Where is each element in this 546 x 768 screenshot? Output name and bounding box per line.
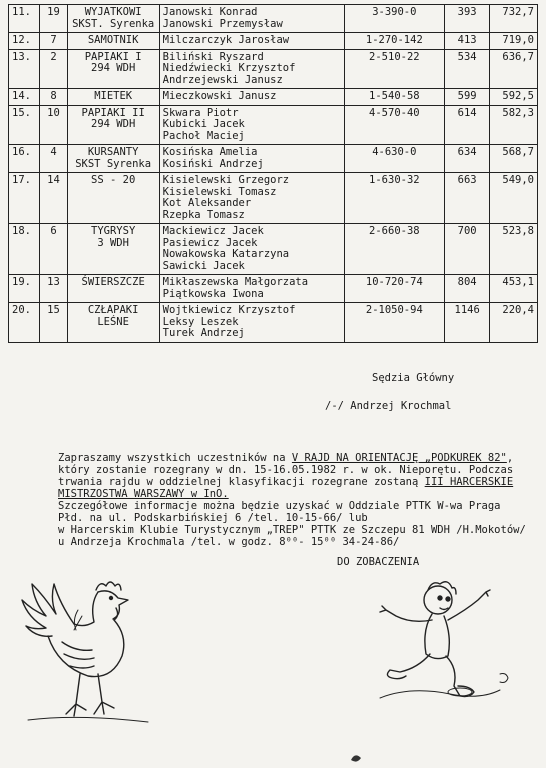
table-row bbox=[9, 5, 538, 33]
member-name: Milczarczyk Jarosław bbox=[162, 34, 290, 46]
start-number-cell: 10 bbox=[40, 105, 67, 145]
team-name-line: TYGRYSY bbox=[91, 225, 136, 237]
member-name: Rzepka Tomasz bbox=[162, 208, 245, 221]
members-cell bbox=[159, 224, 344, 275]
members-cell bbox=[159, 105, 344, 145]
team-cell bbox=[67, 105, 159, 145]
place-cell: 16. bbox=[9, 145, 40, 173]
score-cell: 453,1 bbox=[490, 275, 538, 303]
farewell-text: DO ZOBACZENIA bbox=[337, 556, 420, 568]
start-number-cell: 7 bbox=[40, 33, 67, 50]
team-cell bbox=[67, 275, 159, 303]
member-name: Niedźwiecki Krzysztof bbox=[162, 62, 296, 74]
member-name: Kubicki Jacek bbox=[162, 118, 245, 130]
member-name: Kisielewski Grzegorz bbox=[162, 174, 290, 186]
points-cell: 663 bbox=[444, 173, 490, 224]
team-name-line: 3 WDH bbox=[97, 236, 129, 249]
team-cell bbox=[67, 303, 159, 343]
notice-line-5: Szczegółowe informacje można będzie uzyskać w Oddziale PTTK W-wa Praga bbox=[58, 500, 501, 512]
penalty-code-cell: 2-510-22 bbox=[344, 49, 444, 89]
member-name: Piątkowska Iwona bbox=[162, 287, 264, 300]
start-number-cell: 19 bbox=[40, 5, 67, 33]
members-cell bbox=[159, 5, 344, 33]
start-number-cell: 15 bbox=[40, 303, 67, 343]
points-cell: 599 bbox=[444, 89, 490, 106]
notice-line-2: który zostanie rozegrany w dn. 15-16.05.1982 r. w ok. Nieporętu. Podczas bbox=[58, 464, 514, 476]
member-name: Skwara Piotr bbox=[162, 106, 239, 119]
place-cell: 14. bbox=[9, 89, 40, 106]
place-cell: 20. bbox=[9, 303, 40, 343]
score-cell: 568,7 bbox=[490, 145, 538, 173]
table-row bbox=[9, 303, 538, 343]
team-name-line: MIETEK bbox=[94, 90, 133, 102]
points-cell: 1146 bbox=[444, 303, 490, 343]
score-cell: 582,3 bbox=[490, 105, 538, 145]
notice-line-3: trwania rajdu w oddzielnej klasyfikacji rozegrane zostaną III HARCERSKIE bbox=[58, 476, 514, 488]
score-cell: 732,7 bbox=[490, 5, 538, 33]
penalty-code-cell: 3-390-0 bbox=[344, 5, 444, 33]
points-cell: 634 bbox=[444, 145, 490, 173]
team-cell bbox=[67, 145, 159, 173]
points-cell: 413 bbox=[444, 33, 490, 50]
member-name: Mieczkowski Janusz bbox=[162, 90, 277, 102]
member-name: Biliński Ryszard bbox=[162, 50, 264, 63]
member-name: Sawicki Jacek bbox=[162, 259, 245, 272]
table-row bbox=[9, 275, 538, 303]
place-cell: 13. bbox=[9, 49, 40, 89]
notice-line-6: Płd. na ul. Podskarbińskiej 6 /tel. 10-15-66/ lub bbox=[58, 512, 368, 524]
team-name-line: 294 WDH bbox=[91, 118, 136, 130]
points-cell: 804 bbox=[444, 275, 490, 303]
team-name-line: SKST Syrenka bbox=[75, 157, 152, 170]
team-cell bbox=[67, 33, 159, 50]
start-number-cell: 8 bbox=[40, 89, 67, 106]
members-cell bbox=[159, 145, 344, 173]
championship-title: III HARCERSKIE bbox=[424, 476, 514, 488]
members-cell bbox=[159, 49, 344, 89]
ink-mark bbox=[348, 750, 364, 764]
member-name: Janowski Konrad bbox=[162, 6, 258, 18]
table-row bbox=[9, 173, 538, 224]
member-name: Kisielewski Tomasz bbox=[162, 185, 277, 198]
table-row bbox=[9, 49, 538, 89]
member-name: Pasiewicz Jacek bbox=[162, 236, 258, 249]
member-name: Kosińska Amelia bbox=[162, 146, 258, 158]
notice-line-1: Zapraszamy wszystkich uczestników na V RAJD NA ORIENTACJĘ „PODKUREK 82", bbox=[58, 452, 514, 464]
notice-line-7: w Harcerskim Klubie Turystycznym „TREP" PTTK ze Szczepu 81 WDH /H.Mokotów/ bbox=[58, 524, 526, 536]
score-cell: 220,4 bbox=[490, 303, 538, 343]
place-cell: 17. bbox=[9, 173, 40, 224]
score-cell: 636,7 bbox=[490, 49, 538, 89]
judge-name: /-/ Andrzej Krochmal bbox=[325, 400, 452, 412]
penalty-code-cell: 2-1050-94 bbox=[344, 303, 444, 343]
table-row bbox=[9, 224, 538, 275]
team-name-line: LEŚNE bbox=[97, 315, 129, 328]
points-cell: 700 bbox=[444, 224, 490, 275]
member-name: Wojtkiewicz Krzysztof bbox=[162, 304, 296, 316]
points-cell: 614 bbox=[444, 105, 490, 145]
team-name-line: ŚWIERSZCZE bbox=[81, 276, 145, 288]
score-cell: 549,0 bbox=[490, 173, 538, 224]
member-name: Leksy Leszek bbox=[162, 315, 239, 328]
team-name-line: 294 WDH bbox=[91, 62, 136, 74]
score-cell: 719,0 bbox=[490, 33, 538, 50]
penalty-code-cell: 10-720-74 bbox=[344, 275, 444, 303]
team-cell bbox=[67, 173, 159, 224]
event-title: V RAJD NA ORIENTACJĘ „PODKUREK 82" bbox=[291, 452, 507, 464]
members-cell bbox=[159, 173, 344, 224]
penalty-code-cell: 1-540-58 bbox=[344, 89, 444, 106]
members-cell bbox=[159, 33, 344, 50]
place-cell: 11. bbox=[9, 5, 40, 33]
place-cell: 15. bbox=[9, 105, 40, 145]
penalty-code-cell: 1-270-142 bbox=[344, 33, 444, 50]
members-cell bbox=[159, 303, 344, 343]
member-name: Andrzejewski Janusz bbox=[162, 73, 283, 86]
table-row bbox=[9, 105, 538, 145]
score-cell: 592,5 bbox=[490, 89, 538, 106]
penalty-code-cell: 1-630-32 bbox=[344, 173, 444, 224]
runner-drawing bbox=[360, 580, 530, 720]
member-name: Kot Aleksander bbox=[162, 197, 252, 209]
judge-role: Sędzia Główny bbox=[372, 372, 455, 384]
start-number-cell: 14 bbox=[40, 173, 67, 224]
penalty-code-cell: 2-660-38 bbox=[344, 224, 444, 275]
member-name: Mackiewicz Jacek bbox=[162, 225, 264, 237]
penalty-code-cell: 4-570-40 bbox=[344, 105, 444, 145]
team-name-line: SAMOTNIK bbox=[87, 34, 139, 46]
invitation-notice bbox=[58, 452, 528, 548]
team-cell bbox=[67, 5, 159, 33]
team-name-line: SKST. Syrenka bbox=[72, 17, 155, 30]
member-name: Janowski Przemysław bbox=[162, 17, 283, 30]
place-cell: 18. bbox=[9, 224, 40, 275]
table-row bbox=[9, 145, 538, 173]
team-cell bbox=[67, 89, 159, 106]
team-name-line: SS - 20 bbox=[91, 174, 136, 186]
member-name: Mikłaszewska Małgorzata bbox=[162, 276, 309, 288]
score-cell: 523,8 bbox=[490, 224, 538, 275]
start-number-cell: 6 bbox=[40, 224, 67, 275]
member-name: Nowakowska Katarzyna bbox=[162, 248, 290, 260]
team-name-line: CZŁAPAKI bbox=[87, 304, 139, 316]
team-cell bbox=[67, 49, 159, 89]
table-row bbox=[9, 33, 538, 50]
rooster-drawing bbox=[18, 570, 158, 740]
team-name-line: KURSANTY bbox=[87, 146, 139, 158]
start-number-cell: 4 bbox=[40, 145, 67, 173]
member-name: Kosiński Andrzej bbox=[162, 157, 264, 170]
place-cell: 12. bbox=[9, 33, 40, 50]
place-cell: 19. bbox=[9, 275, 40, 303]
members-cell bbox=[159, 89, 344, 106]
team-cell bbox=[67, 224, 159, 275]
points-cell: 393 bbox=[444, 5, 490, 33]
notice-line-8: u Andrzeja Krochmala /tel. w godz. 8⁰⁰- 15⁰⁰ 34-24-86/ bbox=[58, 536, 400, 548]
members-cell bbox=[159, 275, 344, 303]
team-name-line: PAPIAKI I bbox=[84, 50, 142, 63]
team-name-line: PAPIAKI II bbox=[81, 106, 145, 119]
points-cell: 534 bbox=[444, 49, 490, 89]
start-number-cell: 2 bbox=[40, 49, 67, 89]
member-name: Turek Andrzej bbox=[162, 327, 245, 339]
member-name: Pachoł Maciej bbox=[162, 129, 245, 142]
results-table bbox=[8, 4, 538, 343]
team-name-line: WYJATKOWI bbox=[84, 6, 142, 18]
start-number-cell: 13 bbox=[40, 275, 67, 303]
table-row bbox=[9, 89, 538, 106]
penalty-code-cell: 4-630-0 bbox=[344, 145, 444, 173]
notice-line-4: MISTRZOSTWA WARSZAWY w InO. bbox=[58, 488, 229, 500]
